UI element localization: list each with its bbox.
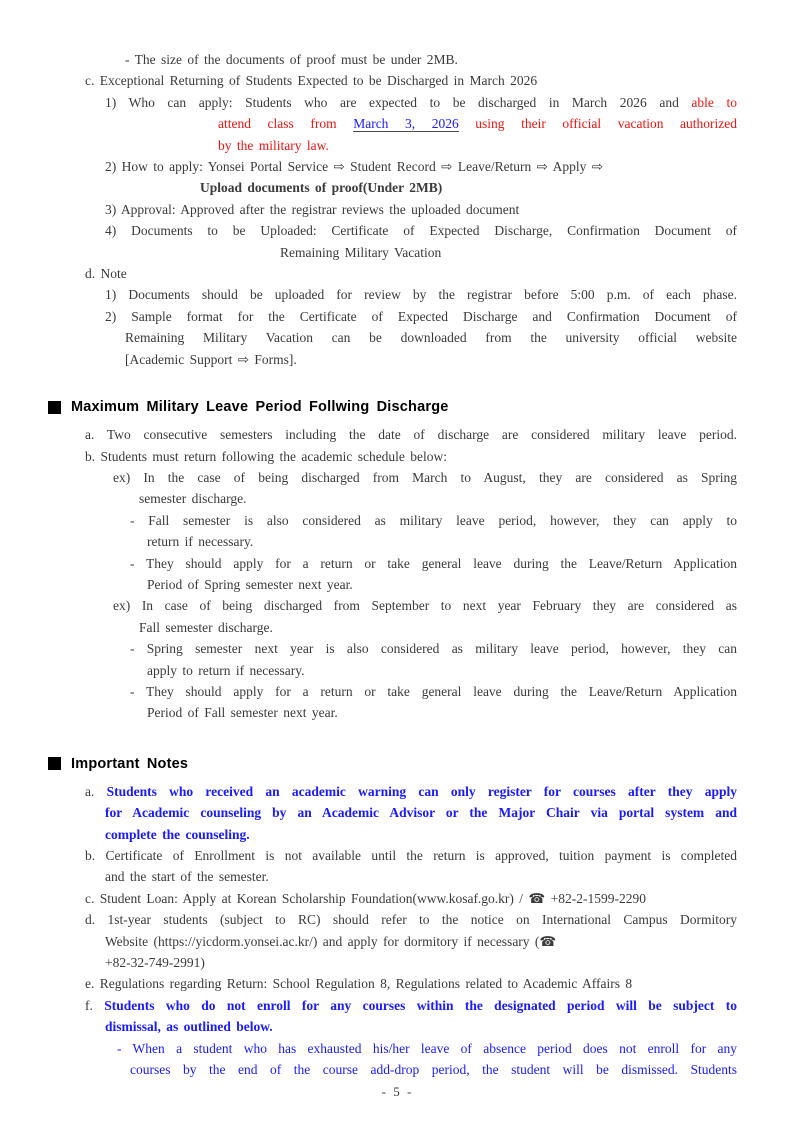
line-in-f1: [85, 995, 737, 1016]
ml-b-text: b. Students must return following the academic schedule below:: [85, 448, 448, 464]
march-date-link: March 3, 2026: [353, 116, 459, 132]
line-in-a2: [105, 802, 737, 823]
line-in-d3: [105, 952, 737, 973]
line-who-can-apply: [105, 92, 737, 113]
ml-ex2-dash2b-text: Period of Fall semester next year.: [147, 705, 338, 721]
who-can-apply-red-text: able to: [691, 94, 737, 110]
ml-ex2-dash1b-text: apply to return if necessary.: [147, 662, 305, 678]
line-in-fdash1: [117, 1038, 737, 1059]
in-f1-text: Students who do not enroll for any courses within the designated period will be subject to: [104, 997, 738, 1013]
upload-documents-text: Upload documents of proof(Under 2MB): [200, 180, 443, 196]
section-heading-military-leave: [48, 396, 737, 418]
line-ml-ex1-dash2b: [147, 574, 737, 595]
line-in-e: [85, 973, 737, 994]
line-who-continuation-1: [218, 113, 737, 134]
line-approval: [105, 199, 737, 220]
section-heading-important-notes: [48, 753, 737, 775]
line-documents-uploaded-1: [105, 220, 737, 241]
military-law-text: by the military law.: [218, 137, 329, 153]
ml-ex1-dash2b-text: Period of Spring semester next year.: [147, 576, 353, 592]
documents-uploaded-text-2: Remaining Military Vacation: [280, 244, 442, 260]
in-d3-text: +82-32-749-2991): [105, 955, 205, 971]
proof-size-text: - The size of the documents of proof must be under 2MB.: [125, 52, 458, 67]
line-ml-b: [85, 446, 737, 467]
important-notes-title: Important Notes: [71, 755, 189, 772]
page-number: [0, 1084, 793, 1100]
in-f2-text: dismissal, as outlined below.: [105, 1019, 273, 1035]
note-2c-text: [Academic Support ⇨ Forms].: [125, 351, 297, 367]
line-who-continuation-2: [218, 135, 737, 156]
in-d2-text: Website (https://yicdorm.yonsei.ac.kr/) and apply for dormitory if necessary (☎: [105, 933, 557, 949]
ml-ex1-dash1a-text: - Fall semester is also considered as military leave period, however, they can apply to: [130, 512, 737, 528]
in-c-text: c. Student Loan: Apply at Korean Scholarship Foundation(www.kosaf.go.kr) / ☎ +82-2-1599-2290: [85, 890, 646, 906]
line-ml-a: [85, 424, 737, 445]
military-leave-title: Maximum Military Leave Period Follwing Discharge: [71, 399, 449, 416]
in-a1-text: Students who received an academic warning can only register for courses after they apply: [106, 783, 738, 799]
line-in-b1: [85, 845, 737, 866]
line-ml-ex2a: [113, 595, 737, 616]
line-ml-ex1a: [113, 467, 737, 488]
d-heading-text: d. Note: [85, 266, 127, 282]
in-f-prefix: f.: [85, 997, 93, 1013]
in-d1-text: d. 1st-year students (subject to RC) should refer to the notice on International Campus Dormitory: [85, 912, 737, 928]
line-in-d1: [85, 909, 737, 930]
line-documents-uploaded-2: [280, 242, 737, 263]
in-fdash2-text: courses by the end of the course add-drop period, the student will be dismissed. Students: [130, 1062, 737, 1078]
section-bullet-icon: [48, 757, 61, 770]
ml-a-text: a. Two consecutive semesters including the date of discharge are considered military leave period.: [85, 427, 737, 443]
line-in-b2: [105, 866, 737, 887]
documents-uploaded-text-1: 4) Documents to be Uploaded: Certificate of Expected Discharge, Confirmation Document of: [105, 223, 737, 239]
ml-ex1a-text: ex) In the case of being discharged from March to August, they are considered as Spring: [113, 469, 737, 485]
in-a3-text: complete the counseling.: [105, 826, 250, 842]
line-c-heading: [85, 70, 737, 91]
approval-text: 3) Approval: Approved after the registrar reviews the uploaded document: [105, 201, 520, 217]
note-2a-text: 2) Sample format for the Certificate of Expected Discharge and Confirmation Document of: [105, 308, 737, 324]
line-in-a1: [85, 781, 737, 802]
ml-ex2b-text: Fall semester discharge.: [139, 619, 273, 635]
in-fdash1-text: - When a student who has exhausted his/her leave of absence period does not enroll for any: [117, 1040, 737, 1056]
page-number-text: - 5 -: [381, 1084, 412, 1099]
ml-ex1-dash1b-text: return if necessary.: [147, 534, 254, 550]
ml-ex2a-text: ex) In case of being discharged from September to next year February they are considered as: [113, 598, 737, 614]
vacation-authorized-text: using their official vacation authorized: [475, 116, 738, 132]
line-in-a3: [105, 824, 737, 845]
line-ml-ex1-dash2a: [130, 553, 737, 574]
c-heading-text: c. Exceptional Returning of Students Expected to be Discharged in March 2026: [85, 73, 538, 89]
line-upload-documents: [200, 177, 737, 198]
line-ml-ex2-dash2b: [147, 702, 737, 723]
line-in-c: [85, 888, 737, 909]
ml-ex1b-text: semester discharge.: [139, 491, 247, 507]
line-ml-ex2-dash1b: [147, 660, 737, 681]
line-ml-ex2b: [139, 617, 737, 638]
line-note-2a: [105, 306, 737, 327]
section-bullet-icon: [48, 401, 61, 414]
line-ml-ex2-dash1a: [130, 638, 737, 659]
line-proof-size-note: [125, 49, 737, 70]
in-a-prefix: a.: [85, 783, 95, 799]
line-in-d2: [105, 931, 737, 952]
line-ml-ex1-dash1a: [130, 510, 737, 531]
line-ml-ex2-dash2a: [130, 681, 737, 702]
in-e-text: e. Regulations regarding Return: School Regulation 8, Regulations related to Academic Affairs 8: [85, 976, 633, 992]
line-note-1: [105, 284, 737, 305]
in-b1-text: b. Certificate of Enrollment is not available until the return is approved, tuition payment is completed: [85, 848, 737, 863]
line-d-heading: [85, 263, 737, 284]
ml-ex1-dash2a-text: - They should apply for a return or take general leave during the Leave/Return Application: [130, 555, 737, 571]
line-ml-ex1b: [139, 488, 737, 509]
line-how-to-apply: [105, 156, 737, 177]
in-b2-text: and the start of the semester.: [105, 869, 269, 885]
ml-ex2-dash2a-text: - They should apply for a return or take general leave during the Leave/Return Application: [130, 683, 737, 699]
how-to-apply-text: 2) How to apply: Yonsei Portal Service ⇨ Student Record ⇨ Leave/Return ⇨ Apply ⇨: [105, 159, 604, 175]
who-can-apply-text: 1) Who can apply: Students who are expected to be discharged in March 2026 and: [105, 94, 679, 110]
ml-ex2-dash1a-text: - Spring semester next year is also considered as military leave period, however, they can: [130, 641, 737, 657]
line-ml-ex1-dash1b: [147, 531, 737, 552]
line-in-fdash2: [130, 1059, 737, 1080]
note-2b-text: Remaining Military Vacation can be downloaded from the university official website: [125, 330, 737, 346]
line-in-f2: [105, 1016, 737, 1037]
attend-class-text: attend class from: [218, 116, 337, 132]
line-note-2b: [125, 327, 737, 348]
line-note-2c: [125, 349, 737, 370]
note-1-text: 1) Documents should be uploaded for review by the registrar before 5:00 p.m. of each phase.: [105, 287, 737, 303]
in-a2-text: for Academic counseling by an Academic Advisor or the Major Chair via portal system and: [105, 805, 737, 821]
